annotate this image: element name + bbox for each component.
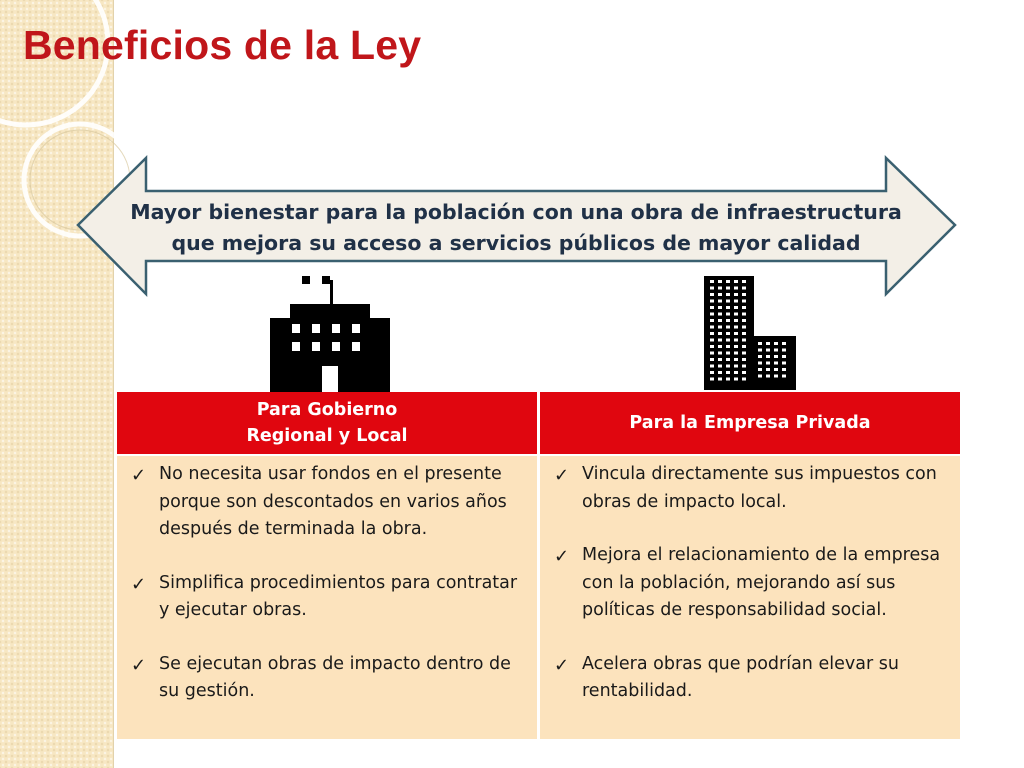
check-mark-icon: ✓ xyxy=(554,654,570,676)
empresa-benefits-cell xyxy=(540,456,960,739)
arrow-message xyxy=(110,197,922,259)
list-item xyxy=(554,461,952,516)
arrow-line-2: que mejora su acceso a servicios públicos de mayor calidad xyxy=(171,231,861,255)
gobierno-benefits-cell xyxy=(117,456,537,739)
header-gobierno-line-2: Regional y Local xyxy=(246,426,408,446)
check-mark-icon: ✓ xyxy=(554,465,570,486)
list-item xyxy=(131,570,529,625)
gobierno-benefits-list xyxy=(131,461,529,706)
list-item xyxy=(554,542,952,625)
arrow-line-1: Mayor bienestar para la población con una obra de infraestructura xyxy=(130,200,902,224)
check-mark-icon: ✓ xyxy=(554,546,570,567)
government-building-icon xyxy=(266,276,394,392)
office-tower-icon xyxy=(704,276,796,392)
list-item-text: Simplifica procedimientos para contratar y ejecutar obras. xyxy=(159,572,518,620)
header-gobierno-line-1: Para Gobierno xyxy=(256,400,398,420)
double-arrow-shape xyxy=(0,0,1024,310)
empresa-benefits-list xyxy=(554,461,952,706)
benefits-table xyxy=(117,392,960,739)
header-empresa-privada xyxy=(540,392,960,454)
header-empresa-line-1: Para la Empresa Privada xyxy=(629,413,871,433)
list-item-text: Mejora el relacionamiento de la empresa con la población, mejorando así sus políticas de responsabilidad social. xyxy=(582,545,941,620)
check-mark-icon: ✓ xyxy=(131,573,147,595)
list-item xyxy=(554,651,952,706)
check-mark-icon: ✓ xyxy=(131,654,147,676)
check-mark-icon: ✓ xyxy=(131,465,147,486)
header-gobierno xyxy=(117,392,537,454)
list-item-text: Vincula directamente sus impuestos con obras de impacto local. xyxy=(582,464,937,512)
list-item-text: Se ejecutan obras de impacto dentro de su gestión. xyxy=(159,653,511,701)
list-item xyxy=(131,461,529,544)
list-item-text: No necesita usar fondos en el presente porque son descontados en varios años después de terminada la obra. xyxy=(159,464,507,539)
list-item xyxy=(131,651,529,706)
list-item-text: Acelera obras que podrían elevar su rentabilidad. xyxy=(582,653,899,701)
slide-title: Beneficios de la Ley xyxy=(23,22,422,68)
